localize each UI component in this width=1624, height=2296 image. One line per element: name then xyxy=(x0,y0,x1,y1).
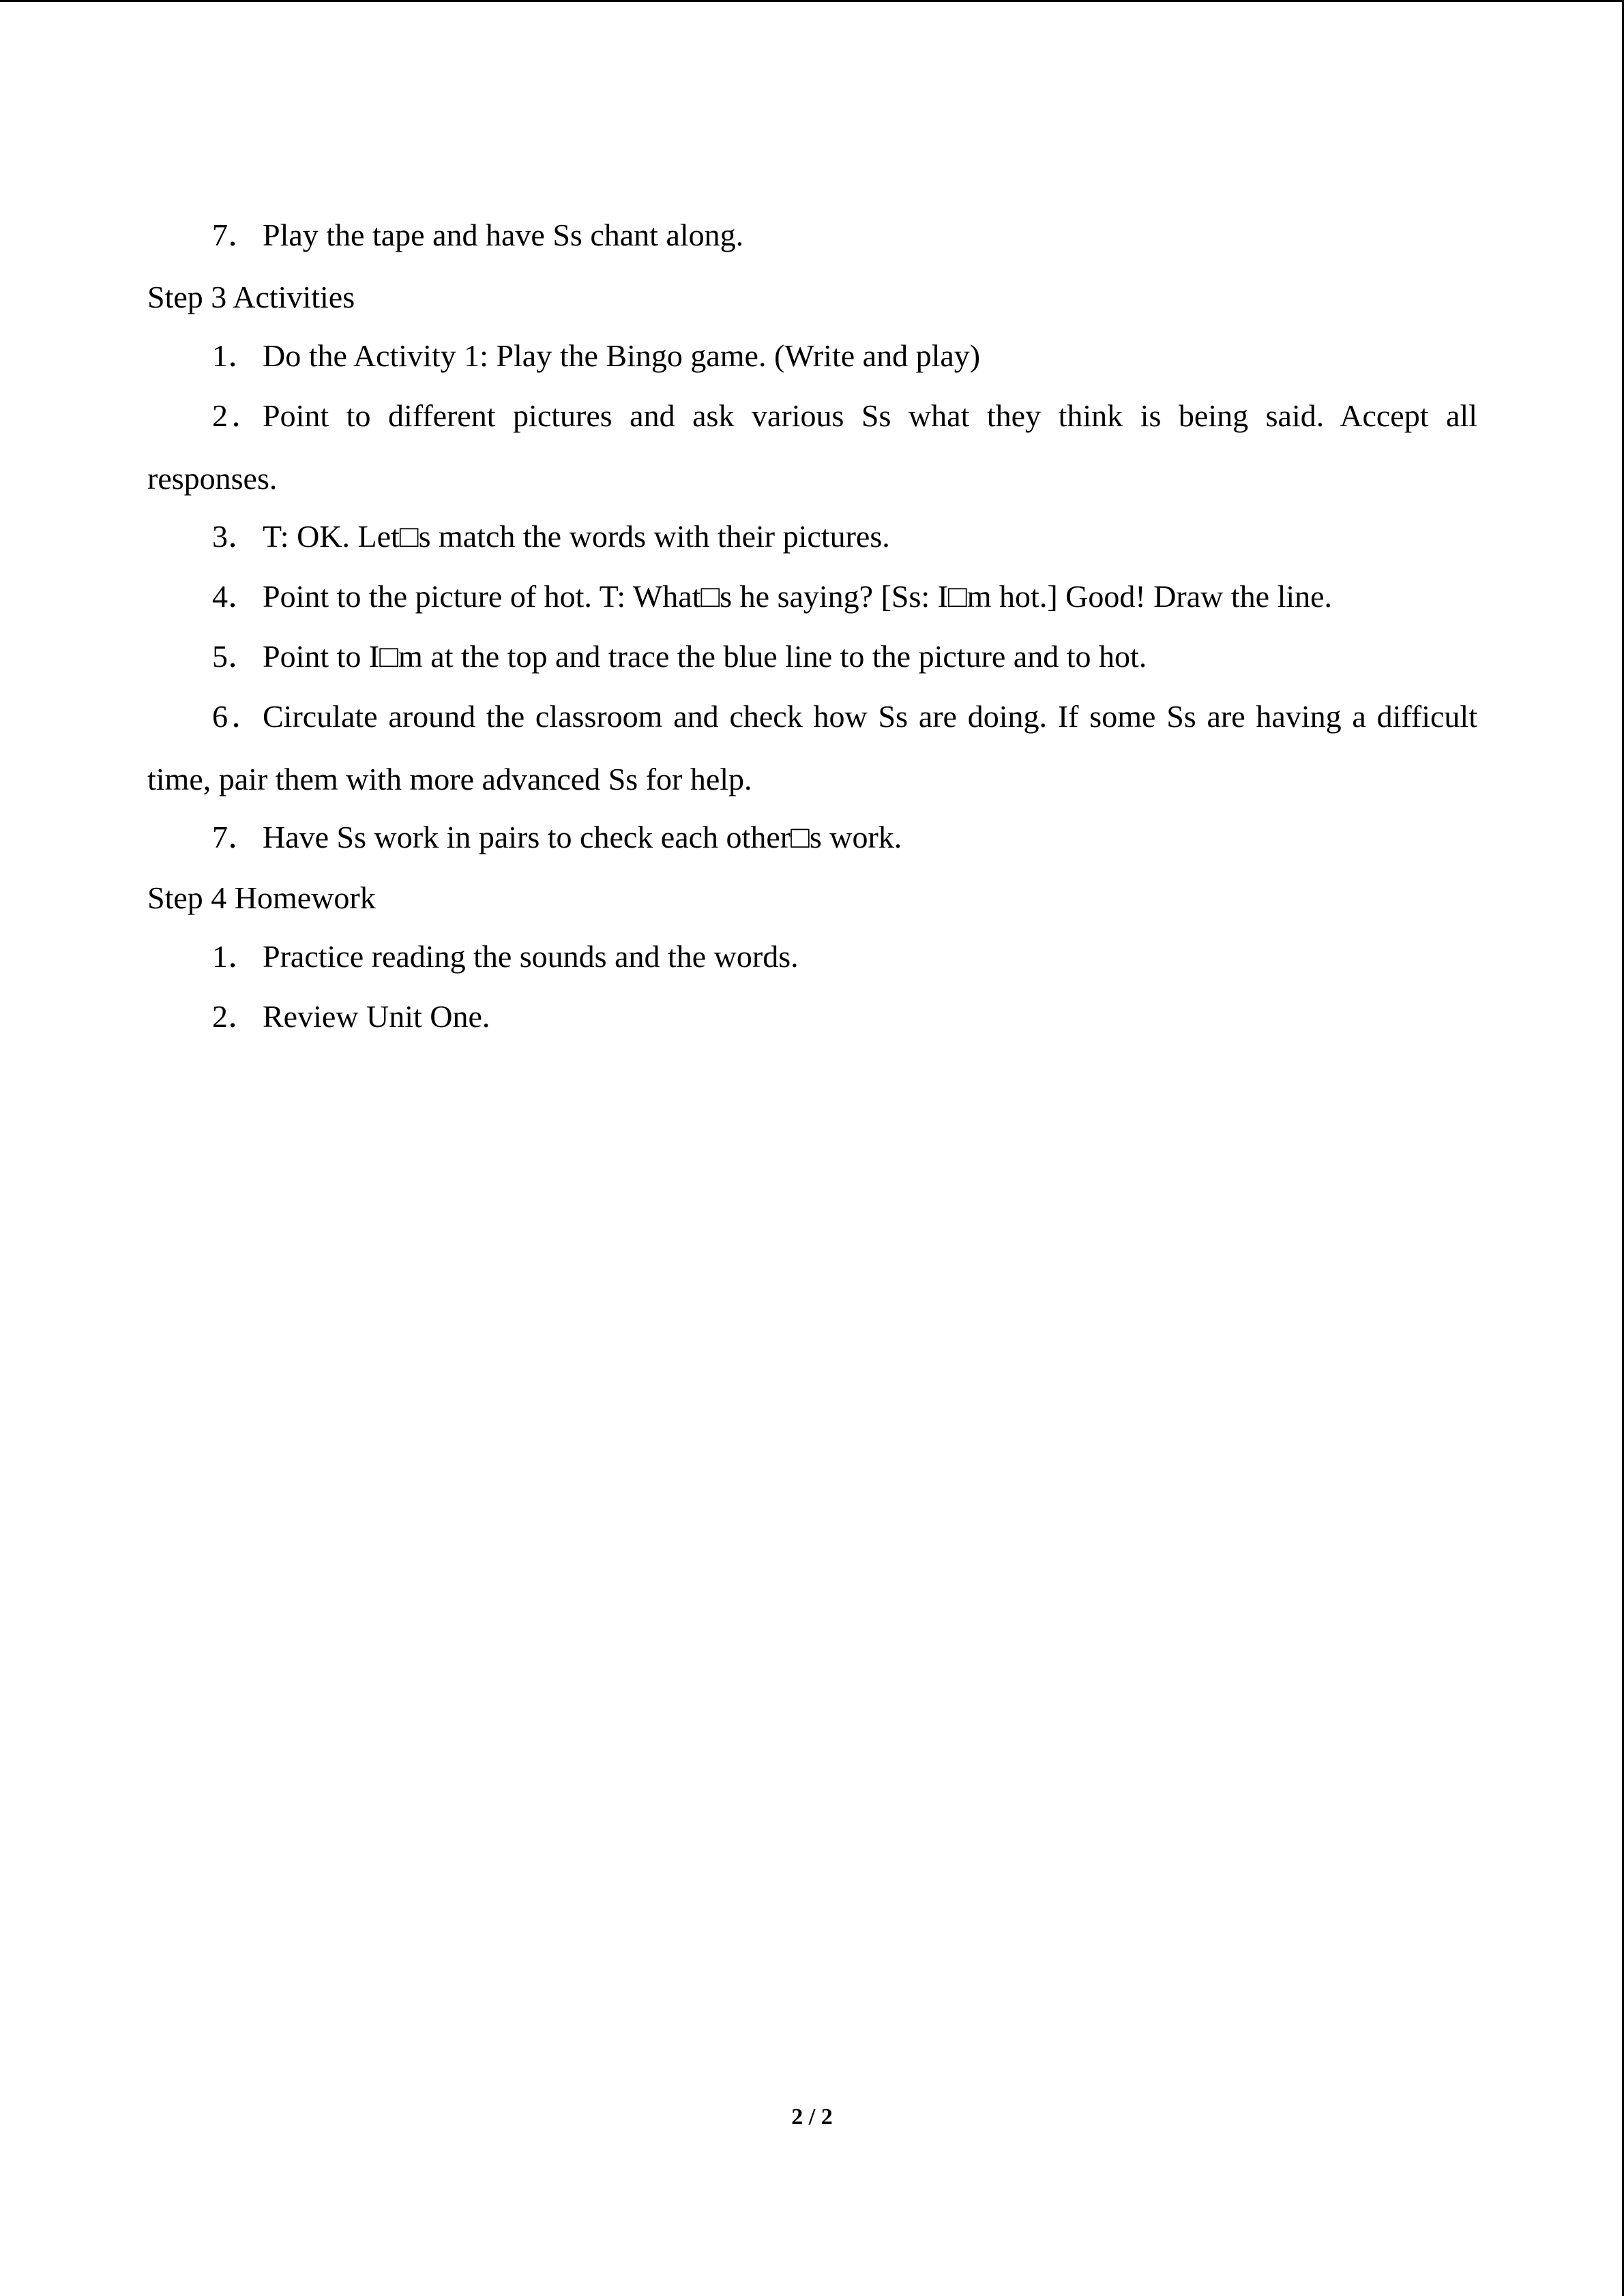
item-number: 3． xyxy=(212,519,259,554)
item-text: Do the Activity 1: Play the Bingo game. (Write and play) xyxy=(263,338,981,373)
heading-text: Step 4 Homework xyxy=(147,880,376,915)
heading-text: Step 3 Activities xyxy=(147,280,355,314)
list-item xyxy=(212,636,1477,677)
item-text: Have Ss work in pairs to check each other□s work. xyxy=(263,820,902,854)
item-number: 4． xyxy=(212,579,259,614)
list-item xyxy=(212,996,1477,1037)
item-text: Circulate around the classroom and check how Ss are doing. If some Ss are having a difficult xyxy=(263,699,1477,734)
item-text: Point to I□m at the top and trace the blue line to the picture and to hot. xyxy=(263,639,1147,674)
list-item xyxy=(212,516,1477,557)
item-number: 2． xyxy=(212,398,263,433)
section-heading xyxy=(147,277,1477,318)
continuation-line xyxy=(147,759,1477,800)
section-heading xyxy=(147,878,1477,919)
page-number: 2 / 2 xyxy=(791,2104,833,2130)
list-item xyxy=(212,576,1477,617)
list-item xyxy=(212,396,1477,436)
list-item xyxy=(212,696,1477,737)
list-item xyxy=(212,936,1477,977)
item-text: Review Unit One. xyxy=(263,999,490,1034)
item-number: 7． xyxy=(212,820,259,854)
item-number: 1． xyxy=(212,338,259,373)
item-number: 7． xyxy=(212,218,259,252)
item-number: 2． xyxy=(212,999,259,1034)
item-text: Point to different pictures and ask various Ss what they think is being said. Accept all xyxy=(263,398,1477,433)
item-text: Play the tape and have Ss chant along. xyxy=(263,218,744,252)
item-number: 1． xyxy=(212,939,259,974)
list-item xyxy=(212,336,1477,376)
list-item xyxy=(212,215,1477,256)
list-item xyxy=(212,817,1477,858)
item-text: responses. xyxy=(147,461,278,496)
item-text: time, pair them with more advanced Ss for help. xyxy=(147,762,752,796)
continuation-line xyxy=(147,458,1477,499)
item-text: T: OK. Let□s match the words with their pictures. xyxy=(263,519,890,554)
item-number: 6． xyxy=(212,699,263,734)
page-border-top xyxy=(0,0,1624,2)
item-text: Point to the picture of hot. T: What□s he saying? [Ss: I□m hot.] Good! Draw the line. xyxy=(263,579,1333,614)
item-number: 5． xyxy=(212,639,259,674)
item-text: Practice reading the sounds and the words. xyxy=(263,939,799,974)
